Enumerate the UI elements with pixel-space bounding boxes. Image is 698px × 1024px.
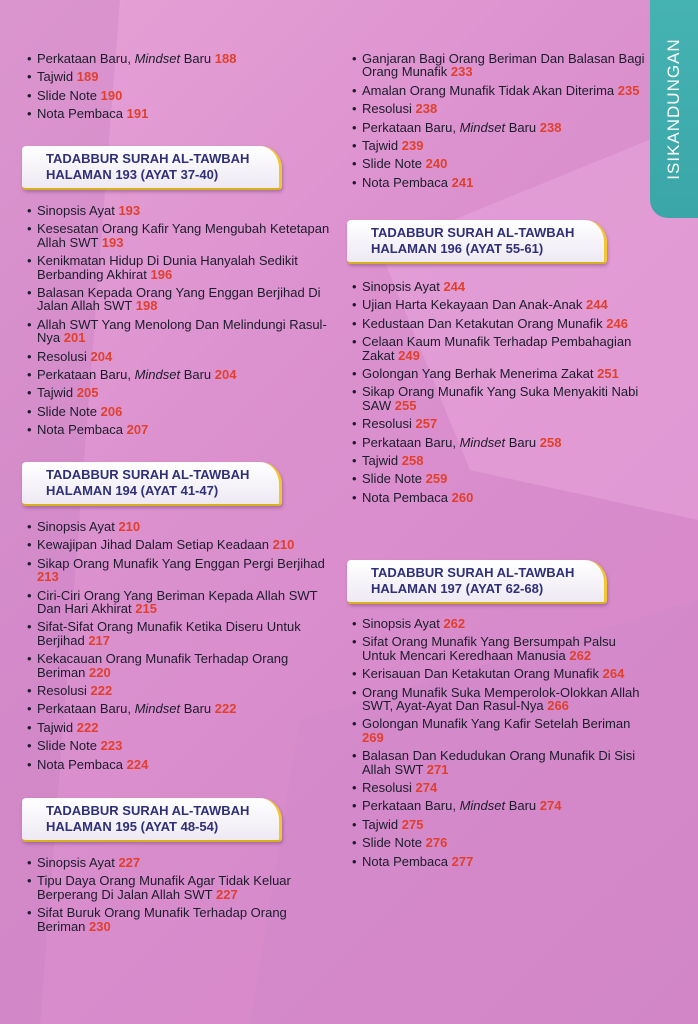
- toc-entry[interactable]: [345, 84, 650, 97]
- toc-entry[interactable]: [345, 367, 650, 380]
- page-number: 190: [100, 87, 123, 103]
- section-header: [347, 560, 607, 604]
- toc-entry[interactable]: [20, 89, 338, 102]
- toc-entry-title: Nota Pembaca: [37, 422, 123, 438]
- section-header-title: TADABBUR SURAH AL-TAWBAH: [46, 151, 250, 166]
- toc-entry-title: Resolusi: [362, 780, 412, 796]
- page-number: 227: [118, 855, 141, 870]
- toc-entry[interactable]: [345, 717, 650, 744]
- toc-entry[interactable]: [20, 684, 338, 697]
- toc-entry[interactable]: [20, 874, 338, 901]
- toc-entry-title: Ganjaran Bagi Orang Beriman Dan Balasan Bagi Orang Munafik: [362, 51, 645, 80]
- toc-entry-title-suffix: Baru: [180, 51, 212, 66]
- toc-entry[interactable]: [20, 702, 338, 715]
- page-number: 227: [215, 886, 238, 902]
- page-number: 233: [450, 64, 473, 80]
- toc-entry[interactable]: [20, 538, 338, 551]
- toc-entry[interactable]: [345, 818, 650, 831]
- page-number: 260: [451, 489, 474, 505]
- page-number: 213: [37, 569, 59, 585]
- toc-entry[interactable]: [20, 405, 338, 418]
- toc-entry-title: Golongan Yang Berhak Menerima Zakat: [362, 366, 594, 382]
- page-number: 266: [547, 698, 569, 714]
- page-number: 269: [362, 729, 384, 745]
- toc-entry-title: Slide Note: [362, 156, 422, 172]
- page-number: 240: [425, 156, 448, 172]
- toc-entry-title: Resolusi: [37, 348, 87, 364]
- page-number: 271: [426, 761, 449, 777]
- toc-entry-title: Tajwid: [362, 453, 399, 469]
- toc-entry-title: Nota Pembaca: [37, 106, 123, 122]
- page-number: 262: [569, 647, 592, 663]
- toc-entry[interactable]: [20, 52, 338, 65]
- toc-entry[interactable]: [20, 423, 338, 436]
- section-header: [22, 146, 282, 190]
- page-number: 223: [100, 738, 123, 754]
- toc-entry[interactable]: [345, 102, 650, 115]
- toc-entry[interactable]: [20, 906, 338, 933]
- page-number: 198: [135, 298, 158, 314]
- toc-entry[interactable]: [20, 70, 338, 83]
- toc-entry[interactable]: [20, 222, 338, 249]
- page-number: 210: [272, 537, 295, 553]
- page-number: 201: [63, 330, 86, 346]
- toc-entry-title: Perkataan Baru,: [362, 798, 460, 814]
- toc-entry-italic: Mindset: [134, 701, 181, 717]
- page-number: 238: [539, 119, 562, 135]
- page-number: 246: [606, 315, 628, 331]
- toc-entry-title-suffix: Baru: [180, 367, 212, 383]
- page-number: 257: [415, 416, 438, 432]
- toc-entry-title: Kekacauan Orang Munafik Terhadap Orang Beriman: [37, 651, 289, 680]
- toc-entry-title: Resolusi: [362, 101, 412, 117]
- toc-entry[interactable]: [345, 836, 650, 849]
- toc-entry[interactable]: [20, 286, 338, 313]
- page-number: 241: [451, 174, 474, 190]
- page-number: 191: [126, 106, 149, 122]
- page-number: 276: [425, 835, 448, 851]
- toc-entry-title: Perkataan Baru,: [37, 51, 135, 66]
- toc-entry-title: Tajwid: [37, 69, 74, 85]
- page-number: 244: [443, 279, 466, 294]
- section-header: [347, 220, 607, 264]
- toc-entry[interactable]: [345, 855, 650, 868]
- toc-entry[interactable]: [345, 749, 650, 776]
- toc-entry[interactable]: [345, 454, 650, 467]
- section-header-subtitle: HALAMAN 197 (AYAT 62-68): [371, 581, 544, 596]
- toc-entry-title: Sinopsis Ayat: [37, 855, 115, 870]
- page-number: 210: [118, 519, 141, 534]
- page-number: 262: [443, 616, 466, 631]
- toc-entry-title: Golongan Munafik Yang Kafir Setelah Beriman: [362, 716, 631, 732]
- toc-entry[interactable]: [345, 121, 650, 134]
- toc-entry-title: Tajwid: [37, 719, 74, 735]
- page-number: 277: [451, 853, 474, 869]
- page-number: 193: [101, 234, 124, 250]
- page-number: 274: [415, 780, 438, 796]
- section-header-title: TADABBUR SURAH AL-TAWBAH: [371, 225, 575, 240]
- page-number: 215: [135, 601, 157, 617]
- page-number: 239: [401, 138, 424, 154]
- toc-entry[interactable]: [345, 52, 650, 79]
- toc-entry-title: Perkataan Baru,: [362, 434, 460, 450]
- toc-entry-title: Amalan Orang Munafik Tidak Akan Diterima: [362, 82, 615, 98]
- page-number: 222: [76, 719, 99, 735]
- toc-entry-title: Resolusi: [362, 416, 412, 432]
- toc-entry-title: Orang Munafik Suka Memperolok-Olokkan Allah SWT, Ayat-Ayat Dan Rasul-Nya: [362, 684, 640, 714]
- toc-entry[interactable]: [20, 368, 338, 381]
- toc-entry[interactable]: [20, 386, 338, 399]
- page-number: 220: [89, 664, 111, 680]
- toc-entry[interactable]: [345, 317, 650, 330]
- toc-entry[interactable]: [345, 335, 650, 362]
- toc-entry[interactable]: [20, 721, 338, 734]
- page-number: 258: [401, 453, 424, 469]
- toc-entry-title-suffix: Baru: [505, 798, 537, 814]
- toc-list: [345, 617, 650, 873]
- toc-entry-title-suffix: Baru: [505, 119, 537, 135]
- toc-entry-title: Perkataan Baru,: [37, 367, 135, 383]
- toc-entry-title: Sifat Buruk Orang Munafik Terhadap Orang Beriman: [37, 905, 287, 934]
- toc-entry[interactable]: [20, 652, 338, 679]
- toc-entry[interactable]: [345, 385, 650, 412]
- toc-list: [345, 52, 650, 194]
- section-header-title: TADABBUR SURAH AL-TAWBAH: [46, 803, 250, 818]
- toc-entry[interactable]: [345, 298, 650, 311]
- page-number: 205: [76, 385, 99, 401]
- toc-entry-title: Sikap Orang Munafik Yang Enggan Pergi Berjihad: [37, 555, 325, 571]
- toc-entry[interactable]: [20, 620, 338, 647]
- toc-entry-title-suffix: Baru: [180, 701, 212, 717]
- toc-entry[interactable]: [345, 635, 650, 662]
- toc-entry[interactable]: [345, 472, 650, 485]
- toc-entry-title: Kesesatan Orang Kafir Yang Mengubah Ketetapan Allah SWT: [37, 221, 330, 250]
- toc-entry-title: Sinopsis Ayat: [362, 616, 440, 631]
- toc-entry[interactable]: [20, 856, 338, 869]
- page-number: 207: [126, 422, 149, 438]
- section-tab: [650, 0, 698, 218]
- toc-entry-italic: Mindset: [459, 119, 506, 135]
- page-number: 224: [126, 756, 149, 772]
- page-number: 251: [597, 366, 619, 382]
- page-number: 222: [214, 701, 237, 717]
- toc-entry-title: Sinopsis Ayat: [362, 279, 440, 294]
- toc-entry[interactable]: [345, 617, 650, 630]
- section-header-subtitle: HALAMAN 193 (AYAT 37-40): [46, 167, 219, 182]
- toc-entry-italic: Mindset: [459, 434, 506, 450]
- toc-list: [20, 204, 338, 442]
- toc-entry[interactable]: [20, 204, 338, 217]
- page-number: 275: [401, 816, 424, 832]
- page-number: 244: [586, 297, 608, 313]
- toc-entry[interactable]: [345, 781, 650, 794]
- toc-entry-title: Resolusi: [37, 683, 87, 699]
- toc-entry[interactable]: [20, 318, 338, 345]
- toc-entry[interactable]: [20, 107, 338, 120]
- toc-entry[interactable]: [345, 280, 650, 293]
- toc-entry-title: Allah SWT Yang Menolong Dan Melindungi Rasul-Nya: [37, 316, 327, 346]
- toc-entry[interactable]: [345, 157, 650, 170]
- toc-entry[interactable]: [20, 254, 338, 281]
- page-number: 249: [398, 347, 420, 363]
- toc-entry[interactable]: [345, 417, 650, 430]
- toc-entry-title: Kenikmatan Hidup Di Dunia Hanyalah Sedikit Berbanding Akhirat: [37, 253, 298, 282]
- page-number: 264: [602, 666, 625, 682]
- toc-list: [20, 520, 338, 776]
- toc-entry-title: Slide Note: [37, 87, 97, 103]
- section-header-title: TADABBUR SURAH AL-TAWBAH: [46, 467, 250, 482]
- toc-entry-title: Ujian Harta Kekayaan Dan Anak-Anak: [362, 297, 583, 313]
- page-number: 217: [88, 632, 111, 648]
- toc-entry[interactable]: [345, 436, 650, 449]
- toc-entry-title: Kerisauan Dan Ketakutan Orang Munafik: [362, 666, 600, 682]
- toc-entry-italic: Mindset: [134, 51, 181, 66]
- toc-entry-italic: Mindset: [459, 798, 506, 814]
- toc-entry-title: Tajwid: [362, 816, 399, 832]
- toc-entry-italic: Mindset: [134, 367, 181, 383]
- toc-entry-title: Slide Note: [362, 835, 422, 851]
- page-number: 188: [214, 51, 237, 66]
- page-number: 189: [76, 69, 99, 85]
- page-number: 193: [118, 203, 141, 218]
- toc-entry-title-suffix: Baru: [505, 434, 537, 450]
- toc-entry-title: Sinopsis Ayat: [37, 203, 115, 218]
- toc-entry-title: Tipu Daya Orang Munafik Agar Tidak Keluar Berperang Di Jalan Allah SWT: [37, 873, 291, 902]
- toc-entry-title: Sifat Orang Munafik Yang Bersumpah Palsu Untuk Mencari Keredhaan Manusia: [362, 634, 616, 663]
- page-number: 274: [539, 798, 562, 814]
- toc-entry[interactable]: [20, 758, 338, 771]
- section-header-subtitle: HALAMAN 196 (AYAT 55-61): [371, 241, 544, 256]
- section-header-title: TADABBUR SURAH AL-TAWBAH: [371, 565, 575, 580]
- toc-entry[interactable]: [20, 520, 338, 533]
- toc-entry-title: Slide Note: [362, 471, 422, 487]
- toc-entry-title: Perkataan Baru,: [362, 119, 460, 135]
- page-number: 255: [394, 397, 417, 413]
- page-number: 204: [90, 348, 113, 364]
- toc-entry[interactable]: [345, 667, 650, 680]
- toc-entry[interactable]: [20, 557, 338, 584]
- section-header: [22, 462, 282, 506]
- section-header-subtitle: HALAMAN 194 (AYAT 41-47): [46, 483, 219, 498]
- toc-entry-title: Nota Pembaca: [362, 489, 448, 505]
- toc-entry-title: Slide Note: [37, 738, 97, 754]
- toc-entry-title: Sikap Orang Munafik Yang Suka Menyakiti Nabi SAW: [362, 384, 639, 413]
- toc-entry-title: Nota Pembaca: [362, 853, 448, 869]
- section-header: [22, 798, 282, 842]
- page-number: 238: [415, 101, 438, 117]
- page-number: 235: [617, 82, 640, 98]
- page-number: 258: [539, 434, 562, 450]
- page-number: 206: [100, 403, 123, 419]
- toc-entry[interactable]: [20, 589, 338, 616]
- page-number: 259: [425, 471, 448, 487]
- section-tab-label: ISIKANDUNGAN: [664, 38, 683, 180]
- toc-entry[interactable]: [345, 491, 650, 504]
- toc-list: [345, 280, 650, 509]
- toc-entry-title: Sinopsis Ayat: [37, 519, 115, 534]
- toc-list: [20, 856, 338, 938]
- toc-entry[interactable]: [345, 176, 650, 189]
- page-number: 230: [89, 918, 111, 934]
- toc-entry-title: Balasan Dan Kedudukan Orang Munafik Di Sisi Allah SWT: [362, 748, 636, 777]
- toc-entry-title: Kewajipan Jihad Dalam Setiap Keadaan: [37, 537, 269, 553]
- toc-entry-title: Balasan Kepada Orang Yang Enggan Berjihad Di Jalan Allah SWT: [37, 285, 321, 314]
- page-number: 204: [214, 367, 237, 383]
- page-number: 222: [90, 683, 113, 699]
- toc-entry[interactable]: [20, 739, 338, 752]
- toc-entry-title: Sifat-Sifat Orang Munafik Ketika Diseru Untuk Berjihad: [37, 619, 301, 648]
- page-number: 196: [150, 266, 173, 282]
- toc-entry-title: Slide Note: [37, 403, 97, 419]
- toc-entry-title: Kedustaan Dan Ketakutan Orang Munafik: [362, 315, 603, 331]
- toc-entry-title: Nota Pembaca: [362, 174, 448, 190]
- toc-entry-title: Nota Pembaca: [37, 756, 123, 772]
- toc-list: [20, 52, 338, 126]
- toc-entry-title: Perkataan Baru,: [37, 701, 135, 717]
- toc-entry[interactable]: [345, 139, 650, 152]
- toc-entry[interactable]: [345, 686, 650, 713]
- section-header-subtitle: HALAMAN 195 (AYAT 48-54): [46, 819, 219, 834]
- toc-entry-title: Ciri-Ciri Orang Yang Beriman Kepada Allah SWT Dan Hari Akhirat: [37, 587, 318, 617]
- toc-entry-title: Tajwid: [37, 385, 74, 401]
- toc-entry-title: Celaan Kaum Munafik Terhadap Pembahagian Zakat: [362, 334, 632, 363]
- toc-entry-title: Tajwid: [362, 138, 399, 154]
- toc-entry[interactable]: [345, 799, 650, 812]
- toc-entry[interactable]: [20, 350, 338, 363]
